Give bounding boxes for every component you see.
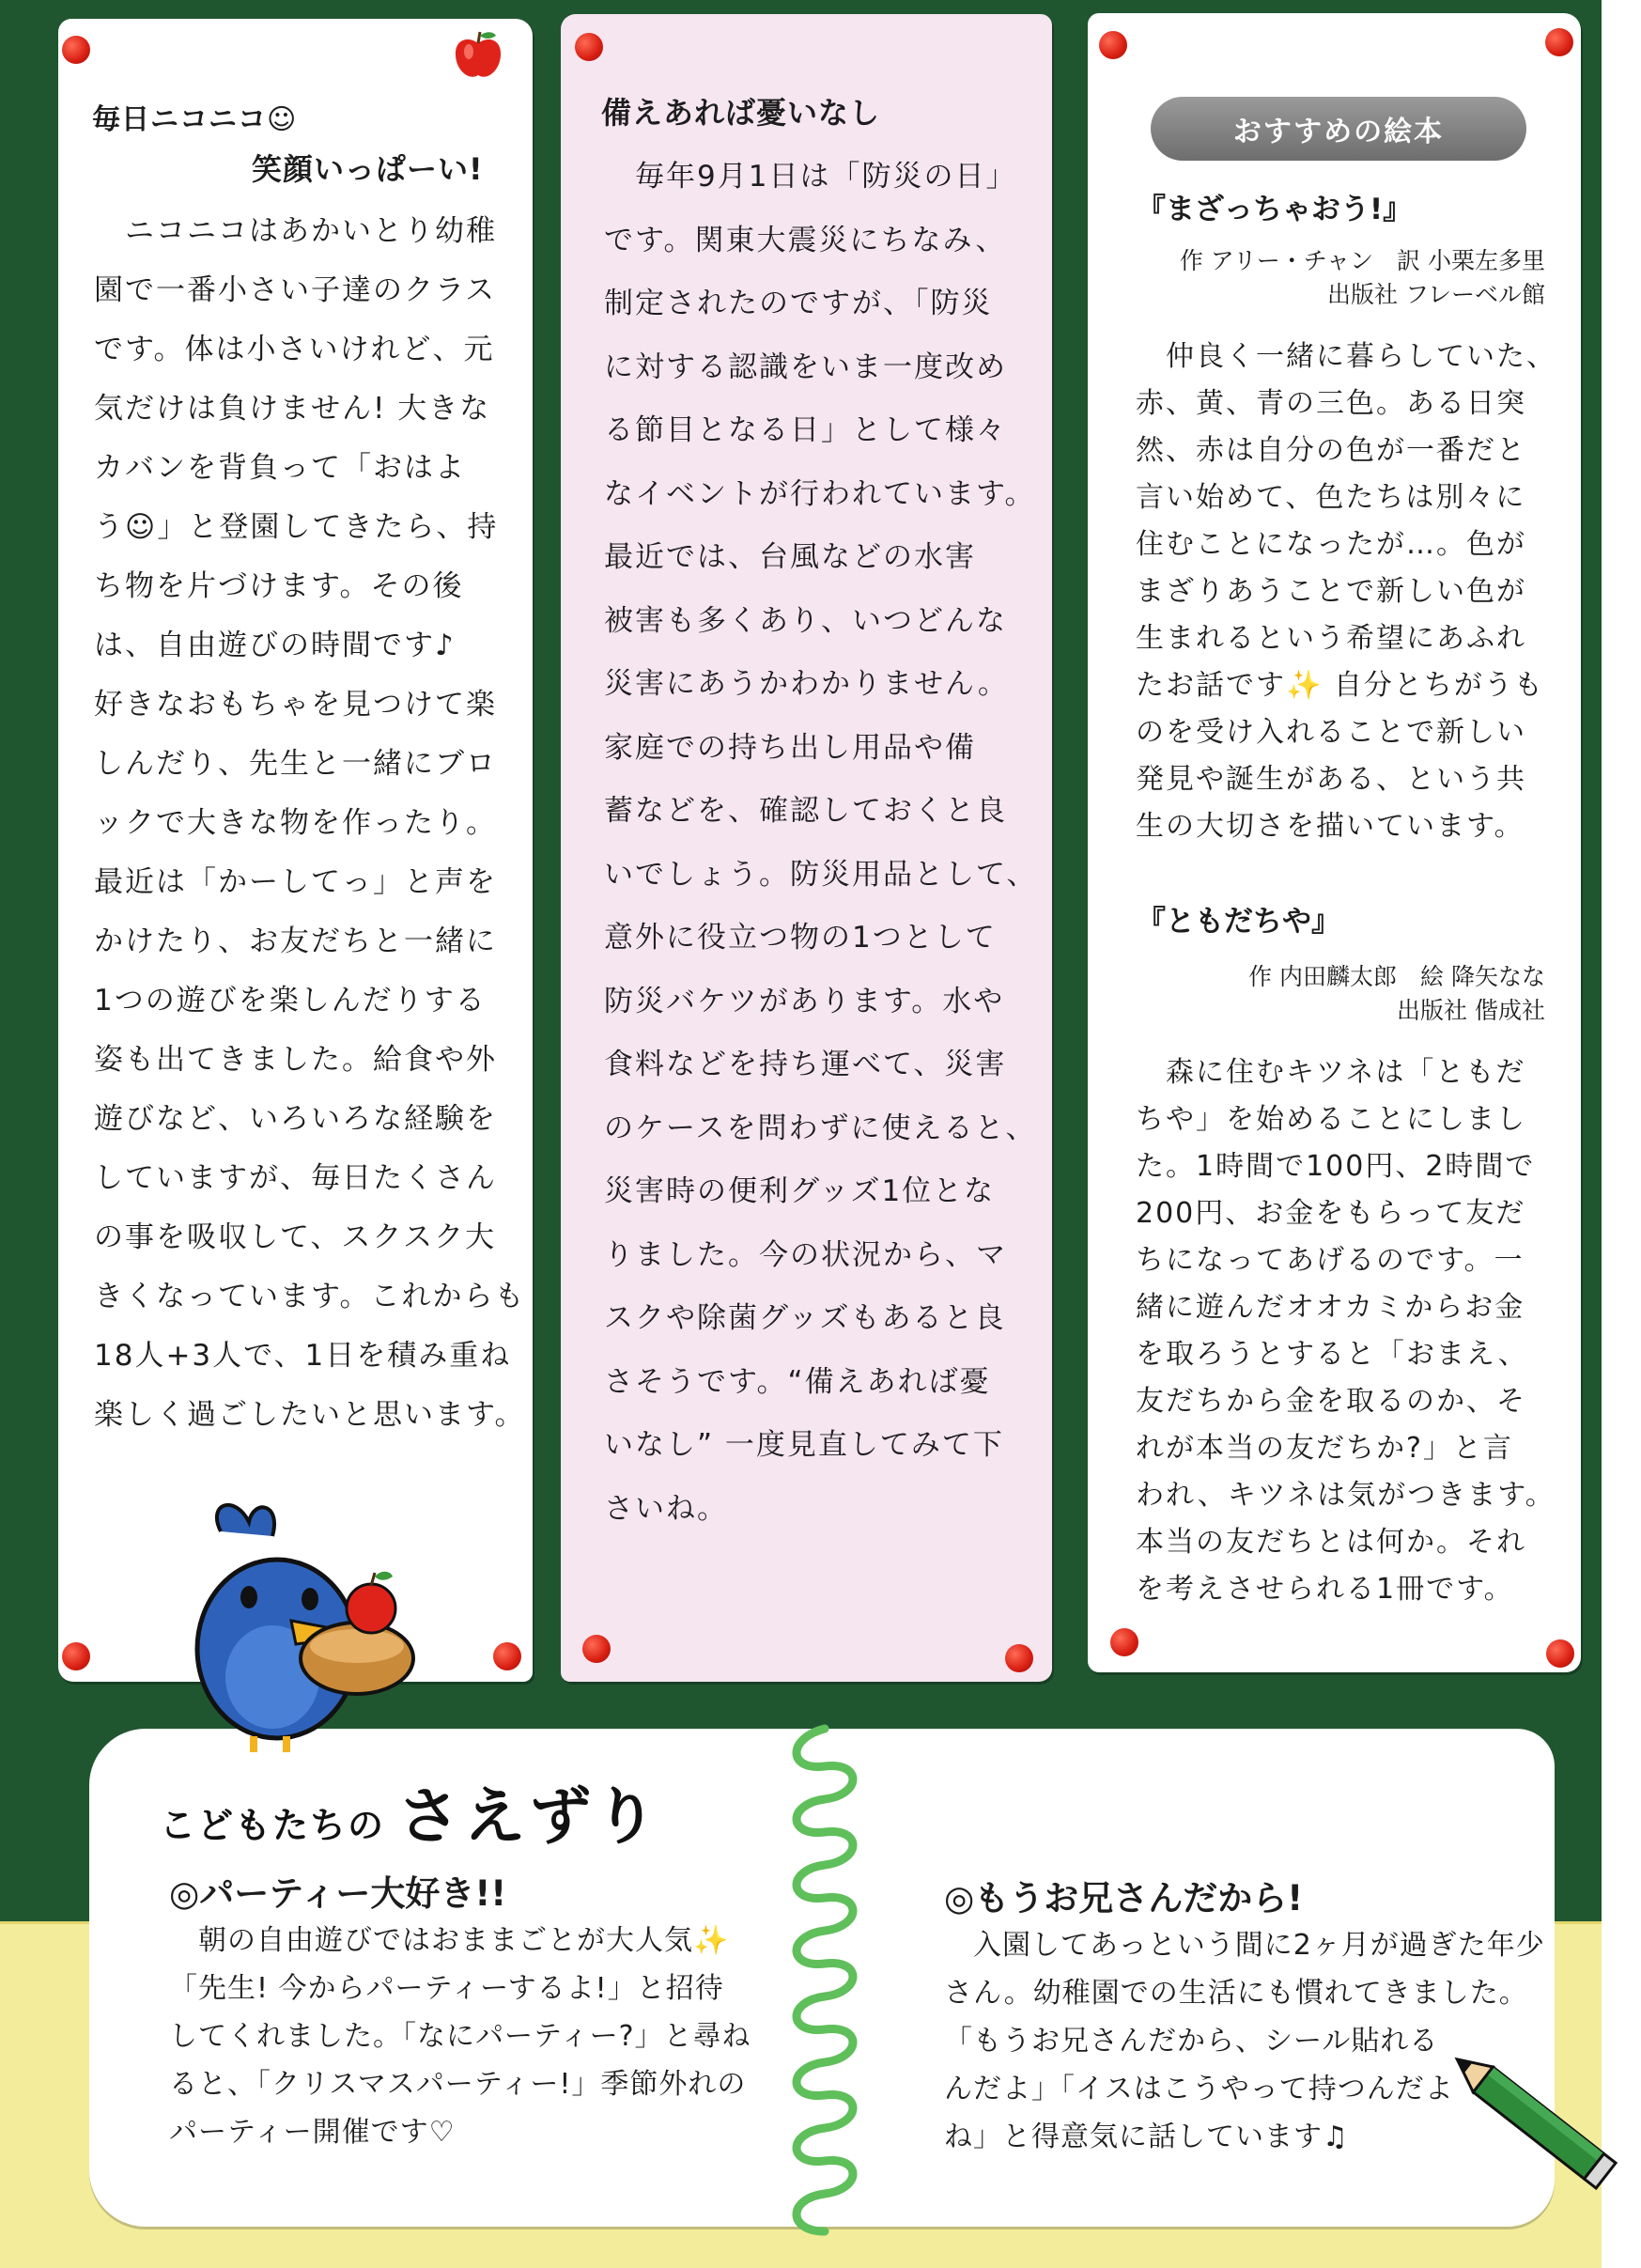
- text-line: んだよ」「イスはこうやって持つんだよ: [944, 2073, 1454, 2105]
- text-line: なイベントが行われています。: [604, 476, 1036, 511]
- text-line: 最近は「かーしてっ」と声を: [94, 865, 497, 899]
- text-line: 生まれるという希望にあふれ: [1136, 622, 1526, 655]
- text-line: 然、赤は自分の色が一番だと: [1136, 434, 1526, 467]
- text-line: ちになってあげるのです。一: [1136, 1244, 1525, 1277]
- article-title-line2: 笑顔いっぱーい!: [252, 151, 484, 187]
- pin-icon: [1110, 1628, 1138, 1656]
- article-title-line1: 毎日ニコニコ☺: [92, 103, 298, 136]
- pin-icon: [62, 36, 90, 64]
- text-line: 被害も多くあり、いつどんな: [604, 603, 1007, 638]
- text-line: 楽しく過ごしたいと思います。: [94, 1398, 526, 1432]
- pin-icon: [1546, 1639, 1574, 1668]
- page-margin: [1602, 0, 1641, 2268]
- bird-mascot-icon: [169, 1494, 423, 1757]
- text-line: 住むことになったが…。色が: [1136, 528, 1526, 561]
- book-credit: 作 アリー・チャン 訳 小栗左多里 出版社 フレーベル館: [1179, 247, 1545, 308]
- pin-icon: [1005, 1644, 1033, 1672]
- text-line: 家庭での持ち出し用品や備: [604, 730, 976, 765]
- book-description: [1136, 334, 1556, 850]
- book-title: 『まざっちゃおう!』: [1137, 193, 1413, 226]
- text-line: パーティー開催です♡: [169, 2116, 456, 2149]
- text-line: 生の大切さを描いています。: [1136, 810, 1525, 843]
- section-heading-saezuri: こどもたちの さえずり: [160, 1780, 661, 1853]
- text-line: スクや除菌グッズもあると良: [604, 1301, 1006, 1335]
- text-line: 毎年9月1日は「防災の日」: [604, 160, 1017, 194]
- text-line: りました。今の状況から、マ: [604, 1237, 1007, 1272]
- text-line: ックで大きな物を作ったり。: [94, 806, 497, 840]
- book-description: [1136, 1049, 1556, 1613]
- text-line: 入園してあっという間に2ヶ月が過ぎた年少: [944, 1929, 1545, 1962]
- text-line: 緒に遊んだオオカミからお金: [1136, 1291, 1525, 1324]
- text-line: ると、「クリスマスパーティー!」季節外れの: [169, 2068, 747, 2101]
- text-line: 本当の友だちとは何か。それ: [1136, 1526, 1526, 1559]
- text-line: ち物を片づけます。その後: [94, 569, 464, 603]
- text-line: を考えさせられる1冊です。: [1136, 1573, 1514, 1606]
- text-line: 意外に役立つ物の1つとして: [604, 921, 997, 955]
- text-line: のを受け入れることで新しい: [1136, 716, 1526, 749]
- text-line: 蓄などを、確認しておくと良: [604, 794, 1007, 828]
- text-line: 発見や誕生がある、という共: [1136, 763, 1526, 796]
- text-line: してくれました。「なにパーティー?」と尋ね: [169, 2020, 751, 2053]
- text-line: かけたり、お友だちと一緒に: [94, 924, 497, 958]
- article-body-nikoniko: [94, 202, 526, 1445]
- text-line: です。体は小さいけれど、元: [94, 333, 495, 366]
- book-credit: 作 内田麟太郎 絵 降矢なな 出版社 偕成社: [1248, 963, 1545, 1024]
- text-line: 友だちから金を取るのか、そ: [1136, 1385, 1526, 1418]
- text-line: ちや」を始めることにしまし: [1136, 1103, 1526, 1136]
- text-line: のケースを問わずに使えると、: [604, 1111, 1037, 1145]
- text-line: ニコニコはあかいとり幼稚: [94, 214, 497, 248]
- text-line: 200円、お金をもらって友だ: [1136, 1197, 1526, 1230]
- text-line: を取ろうとすると「おまえ、: [1136, 1338, 1528, 1371]
- text-line: 姿も出てきました。給食や外: [94, 1043, 497, 1077]
- text-line: 赤、黄、青の三色。ある日突: [1136, 387, 1526, 420]
- text-line: 園で一番小さい子達のクラス: [94, 273, 497, 307]
- text-line: です。関東大震災にちなみ、: [604, 223, 1007, 257]
- text-line: していますが、毎日たくさん: [94, 1161, 497, 1195]
- text-line: いでしょう。防災用品として、: [604, 857, 1038, 892]
- text-line: まざりあうことで新しい色が: [1136, 575, 1526, 608]
- text-line: 気だけは負けません! 大きな: [94, 392, 491, 426]
- text-line: ね」と得意気に話しています♫: [944, 2120, 1349, 2153]
- book-title: 『ともだちや』: [1137, 905, 1340, 939]
- text-line: れが本当の友だちか?」と言: [1136, 1432, 1513, 1465]
- article-title-bousai: 備えあれば憂いなし: [601, 95, 881, 131]
- pin-icon: [1545, 28, 1573, 56]
- text-line: 18人+3人で、1日を積み重ね: [94, 1339, 512, 1373]
- story-body: [169, 1917, 770, 2156]
- pin-icon: [493, 1642, 521, 1670]
- text-line: 防災バケツがあります。水や: [604, 984, 1005, 1018]
- text-line: う☺」と登園してきたら、持: [94, 510, 499, 544]
- text-line: さいね。: [604, 1491, 728, 1526]
- text-line: た。1時間で100円、2時間で: [1136, 1150, 1536, 1183]
- pencil-icon: [1447, 2048, 1634, 2208]
- text-line: 森に住むキツネは「ともだ: [1136, 1056, 1526, 1089]
- text-line: に対する認識をいま一度改め: [604, 350, 1007, 384]
- pin-icon: [575, 33, 603, 61]
- text-line: 制定されたのですが、「防災: [604, 287, 993, 320]
- apple-icon: [451, 30, 505, 81]
- spiral-binding-icon: [778, 1719, 872, 2245]
- text-line: 「もうお兄さんだから、シール貼れる: [944, 2025, 1439, 2058]
- text-line: しんだり、先生と一緒にブロ: [94, 747, 497, 781]
- text-line: さん。幼稚園での生活にも慣れてきました。: [944, 1977, 1528, 2010]
- text-line: る節目となる日」として様々: [604, 413, 1007, 447]
- text-line: 1つの遊びを楽しんだりする: [94, 984, 487, 1017]
- text-line: カバンを背負って「おはよ: [94, 451, 466, 485]
- text-line: たお話です✨ 自分とちがうも: [1136, 669, 1544, 702]
- text-line: きくなっています。これからも: [94, 1280, 526, 1313]
- text-line: は、自由遊びの時間です♪: [94, 629, 456, 662]
- story-title: ◎もうお兄さんだから!: [944, 1878, 1304, 1918]
- story-title: ◎パーティー大好き!!: [169, 1873, 507, 1914]
- pin-icon: [1099, 31, 1127, 59]
- text-line: 遊びなど、いろいろな経験を: [94, 1102, 497, 1136]
- text-line: 最近では、台風などの水害: [604, 540, 976, 574]
- text-line: 朝の自由遊びではおままごとが大人気✨: [169, 1924, 730, 1957]
- text-line: 「先生! 今からパーティーするよ!」と招待: [169, 1972, 724, 2005]
- text-line: いなし” 一度見直してみて下: [604, 1428, 1004, 1462]
- text-line: の事を吸収して、スクスク大: [94, 1220, 497, 1254]
- text-line: 言い始めて、色たちは別々に: [1136, 481, 1526, 514]
- text-line: 好きなおもちゃを見つけて楽: [94, 688, 497, 722]
- text-line: 食料などを持ち運べて、災害: [604, 1048, 1007, 1081]
- text-line: 災害にあうかわかりません。: [604, 667, 1009, 701]
- article-body-bousai: [604, 146, 1038, 1541]
- text-line: 災害時の便利グッズ1位とな: [604, 1174, 996, 1208]
- text-line: 仲良く一緒に暮らしていた、: [1136, 340, 1556, 373]
- text-line: われ、キツネは気がつきます。: [1136, 1479, 1556, 1512]
- pin-icon: [582, 1635, 611, 1663]
- pin-icon: [62, 1642, 90, 1670]
- text-line: さそうです。“備えあれば憂: [604, 1364, 991, 1399]
- section-heading-books: おすすめの絵本: [1151, 97, 1526, 161]
